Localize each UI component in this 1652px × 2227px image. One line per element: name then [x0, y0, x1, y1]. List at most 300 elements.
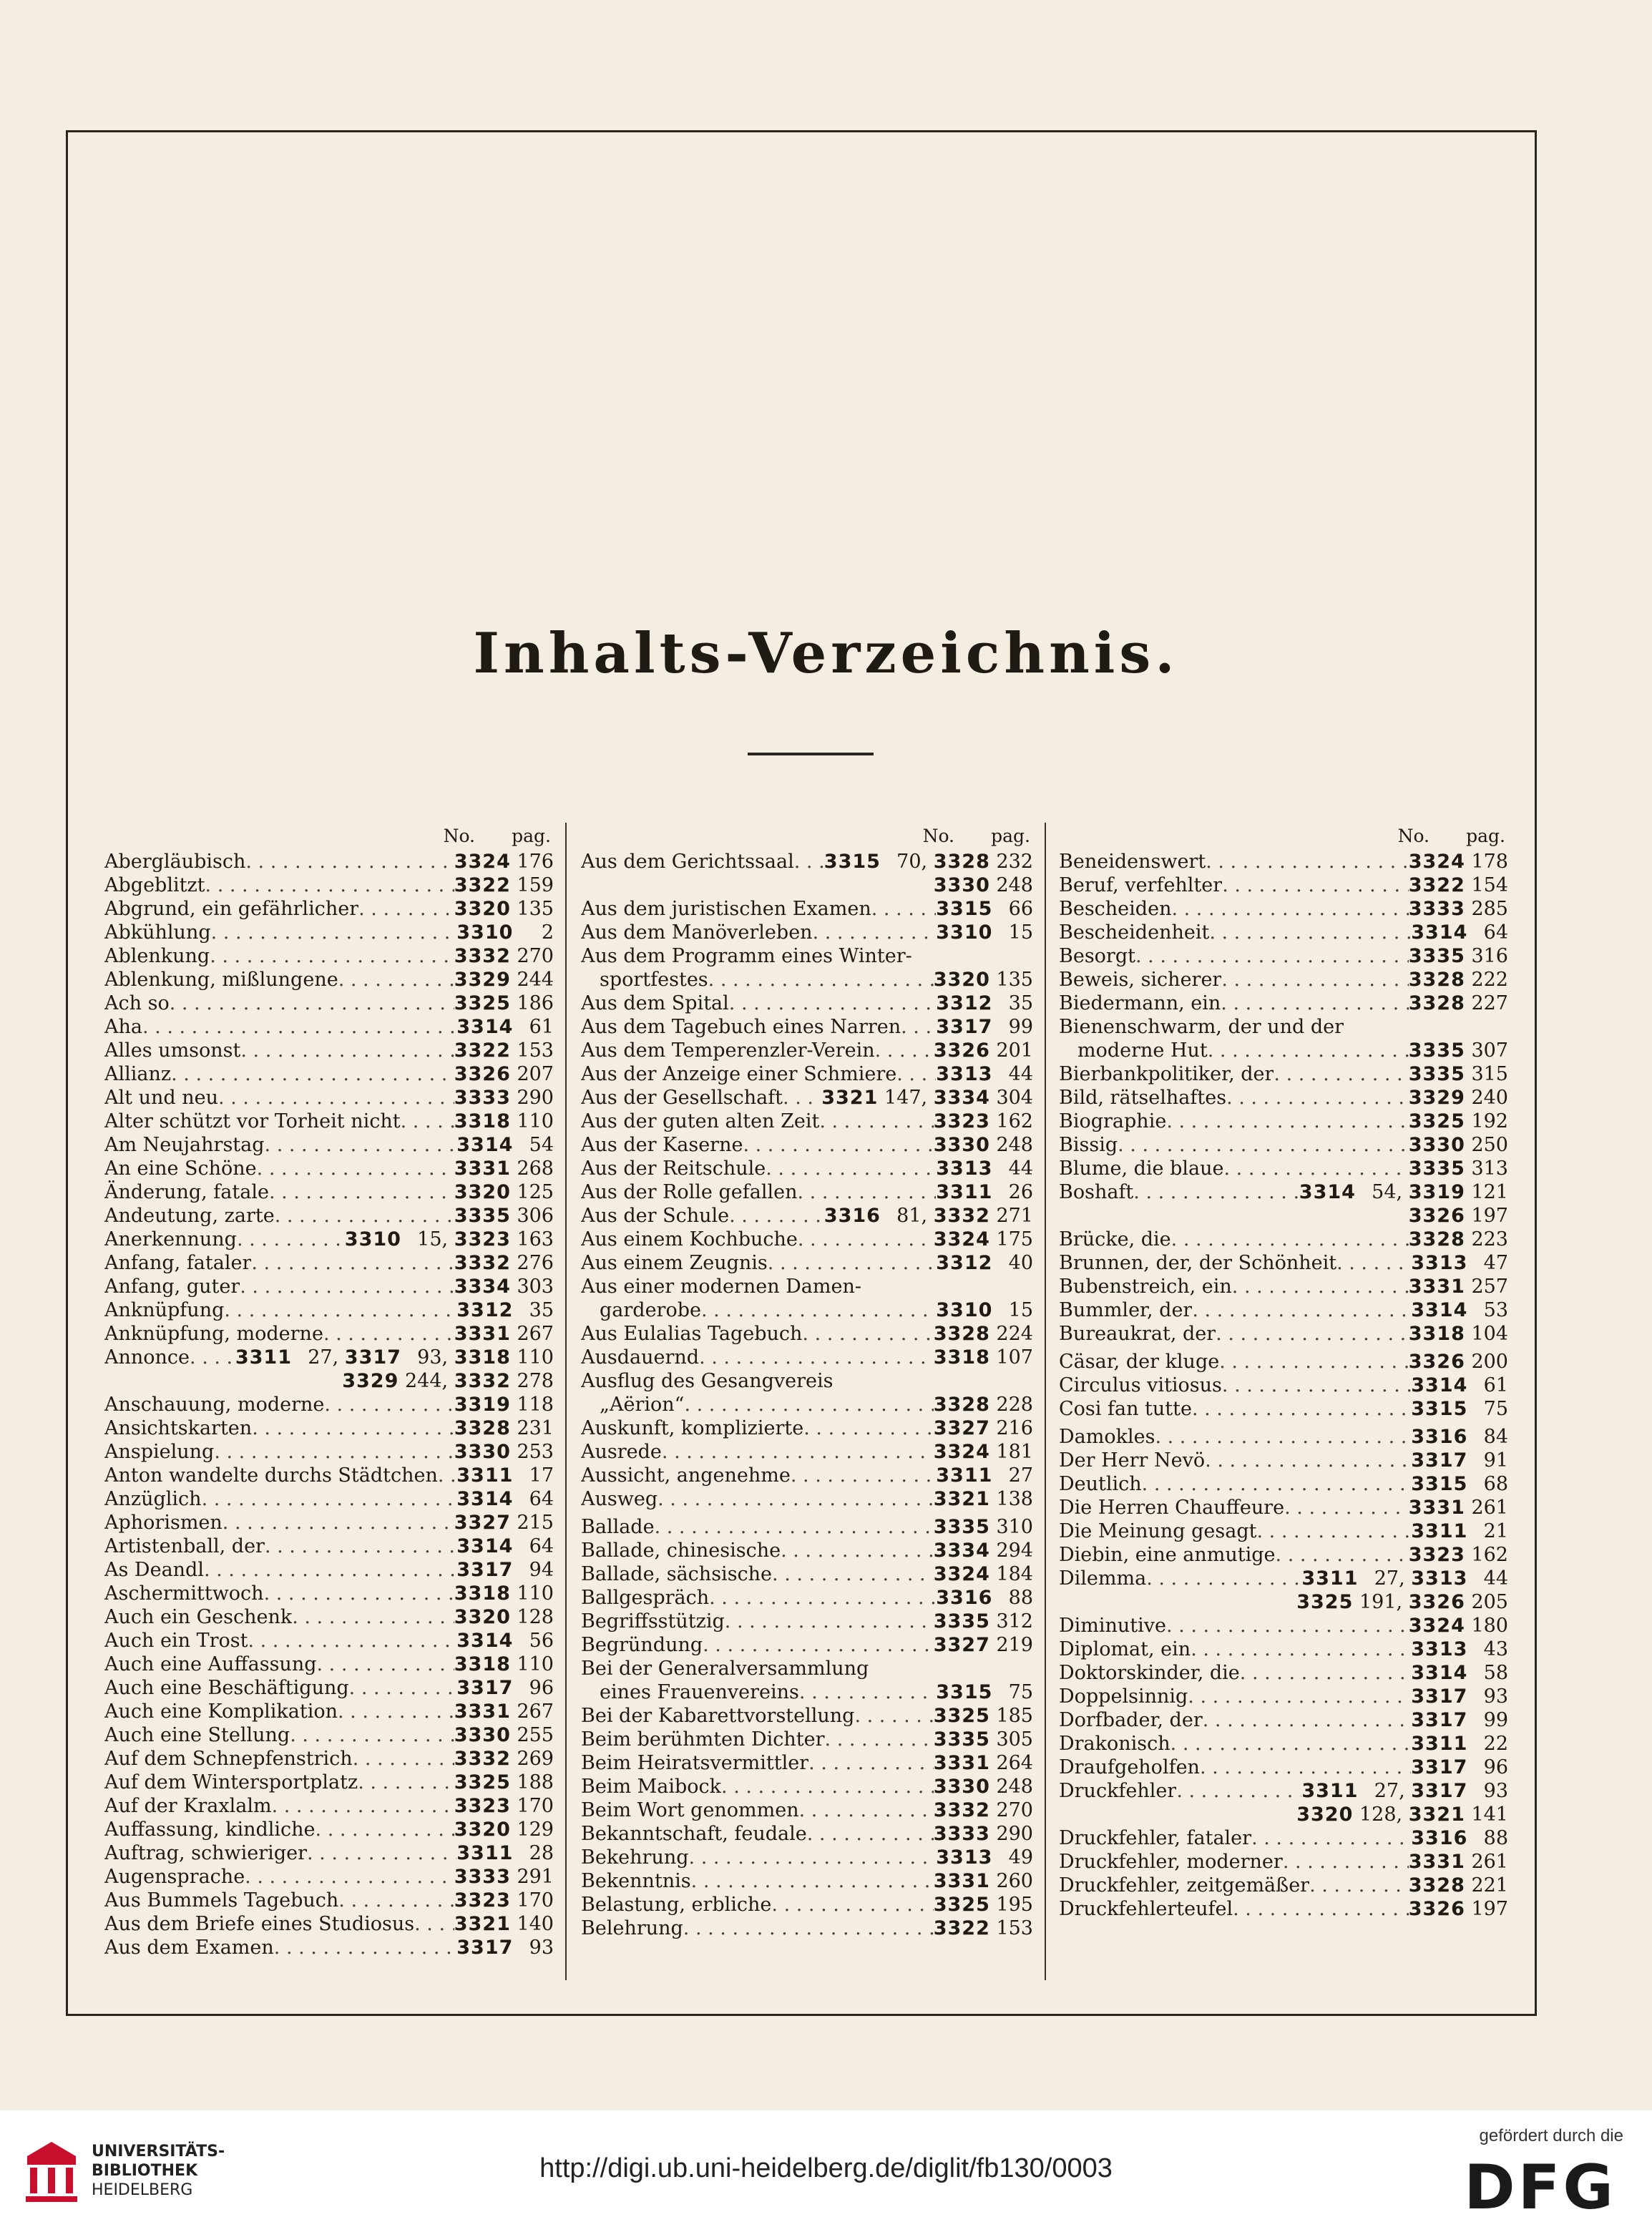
index-column-1: [104, 823, 554, 1959]
issue-number: 3328: [1408, 992, 1465, 1014]
dot-leader: [324, 1393, 454, 1416]
entry-term: Auch eine Komplikation: [104, 1700, 338, 1723]
issue-number: 3310: [456, 921, 514, 944]
dot-leader: [190, 1346, 235, 1369]
dot-leader: [1171, 897, 1408, 921]
page-number: 180: [1471, 1615, 1508, 1637]
index-entry: [104, 1771, 554, 1794]
issue-number: 3311: [456, 1464, 514, 1487]
dot-leader: [202, 1487, 457, 1511]
index-entry: [1059, 1708, 1508, 1732]
page-number: 43: [1483, 1638, 1508, 1660]
index-entry: [1059, 850, 1508, 873]
page-number: 88: [1008, 1587, 1033, 1609]
dot-leader: [349, 1676, 457, 1700]
entry-term: Bekanntschaft, feudale: [581, 1823, 807, 1845]
entry-term: Brunnen, der, der Schönheit: [1059, 1252, 1337, 1274]
index-entries: [1059, 850, 1508, 1921]
entry-refs: [934, 1798, 1033, 1822]
page-number: 219: [996, 1634, 1033, 1656]
entry-term: Anknüpfung, moderne: [104, 1323, 323, 1345]
page-number: 107: [996, 1346, 1033, 1369]
page-number: 221: [1471, 1874, 1508, 1896]
issue-number: 3334: [933, 1540, 990, 1562]
issue-number: 3326: [933, 1039, 990, 1062]
dot-leader: [1222, 1374, 1411, 1397]
entry-refs: [454, 1771, 554, 1794]
page-number: 215: [517, 1512, 554, 1534]
page-number: 159: [517, 874, 554, 896]
issue-number: 3310: [936, 1299, 993, 1321]
issue-number: 3333: [1408, 898, 1465, 920]
dot-leader: [699, 1346, 934, 1369]
issue-number: 3328: [933, 851, 990, 873]
entry-refs: [1411, 1826, 1508, 1850]
entry-refs: [934, 1228, 1033, 1251]
entry-term: garderobe: [600, 1299, 701, 1321]
dot-leader: [205, 873, 454, 897]
index-entry: [581, 1798, 1033, 1822]
entry-term: Aus dem Tagebuch eines Narren: [581, 1016, 901, 1038]
dot-leader: [1133, 1180, 1299, 1204]
entry-refs: [1409, 992, 1508, 1015]
page-number: 22: [1483, 1733, 1508, 1755]
entry-refs: [456, 921, 554, 944]
entry-term: Diminutive: [1059, 1615, 1167, 1637]
dot-leader: [807, 1822, 934, 1846]
index-entry: [104, 1865, 554, 1889]
page-number: 291: [517, 1866, 554, 1888]
entry-refs: [1409, 1157, 1508, 1180]
issue-number: 3335: [1408, 1157, 1465, 1180]
index-entry: [104, 1535, 554, 1558]
page-number: 129: [517, 1819, 554, 1841]
index-entry: [104, 1653, 554, 1676]
dot-leader: [1170, 1732, 1412, 1756]
entry-term: Diplomat, ein: [1059, 1638, 1191, 1660]
page-number: 64: [529, 1488, 554, 1510]
issue-number: 3320: [454, 1819, 511, 1841]
dot-leader: [240, 1039, 454, 1062]
dot-leader: [257, 1157, 454, 1180]
dot-leader: [683, 1917, 934, 1940]
dot-leader: [1135, 944, 1409, 968]
dot-leader: [708, 968, 934, 992]
page-number: 276: [517, 1252, 554, 1274]
entry-term: Auch eine Beschäftigung: [104, 1677, 349, 1699]
entry-refs: [1409, 1850, 1508, 1874]
dot-leader: [1206, 850, 1409, 873]
issue-number: 3312: [936, 1252, 993, 1274]
page-number: 313: [1471, 1157, 1508, 1180]
issue-number: 3328: [1408, 1228, 1465, 1250]
page-number: 270: [996, 1799, 1033, 1821]
issue-number: 3311: [1301, 1567, 1359, 1590]
entry-refs: [454, 1912, 554, 1936]
index-entry: [104, 1275, 554, 1298]
issue-number: 3314: [456, 1134, 514, 1156]
entry-term: Aus dem Gerichtssaal: [581, 851, 794, 873]
dot-leader: [252, 1416, 454, 1440]
page-number: 162: [1471, 1544, 1508, 1566]
index-entry: [1059, 1110, 1508, 1133]
index-entry: [581, 1062, 1033, 1086]
entry-refs: [934, 1322, 1033, 1346]
page-number: 44: [1483, 1567, 1508, 1590]
dot-leader: [275, 1204, 454, 1228]
index-entry: [581, 1393, 1033, 1416]
dot-leader: [1118, 1133, 1409, 1157]
entry-term: Die Meinung gesagt: [1059, 1520, 1257, 1542]
issue-number: 3323: [454, 1889, 511, 1912]
issue-number: 3317: [1411, 1685, 1468, 1708]
entry-term: Aus dem juristischen Examen: [581, 898, 871, 920]
index-entry: [581, 1917, 1033, 1940]
issue-number: 3332: [933, 1799, 990, 1821]
entry-term: Belastung, erbliche: [581, 1894, 772, 1916]
entry-term: Ballade, chinesische: [581, 1540, 781, 1562]
issue-number: 3323: [1408, 1544, 1465, 1566]
dot-leader: [901, 1015, 936, 1039]
page-number: 153: [996, 1917, 1033, 1939]
page-number: 135: [517, 898, 554, 920]
dot-leader: [808, 1751, 934, 1775]
dot-leader: [896, 1062, 936, 1086]
page-number: 186: [517, 992, 554, 1014]
index-entry: [581, 1416, 1033, 1440]
index-entry: [1059, 1204, 1508, 1228]
entry-term: Deutlich: [1059, 1473, 1142, 1495]
dot-leader: [1257, 1519, 1412, 1543]
index-entry: [1059, 1397, 1508, 1421]
index-entry: [581, 1586, 1033, 1610]
dot-leader: [689, 1846, 937, 1869]
issue-number: 3320: [454, 1606, 511, 1628]
index-entry: [581, 921, 1033, 944]
index-entry: [104, 1251, 554, 1275]
dot-leader: [802, 1322, 933, 1346]
issue-number: 3332: [454, 945, 511, 967]
entry-refs: [934, 1440, 1033, 1464]
index-entry: [1059, 1228, 1508, 1251]
index-entry: [1059, 1449, 1508, 1472]
dot-leader: [1209, 921, 1411, 944]
entry-refs: [934, 1728, 1033, 1751]
page-number: 75: [1008, 1681, 1033, 1703]
dfg-logo: DFG: [1464, 2152, 1616, 2223]
entry-term: Ablenkung, mißlungene: [104, 969, 338, 991]
entry-term: moderne Hut: [1077, 1039, 1208, 1062]
entry-refs: [1409, 1086, 1508, 1110]
page-number: 47: [1483, 1252, 1508, 1274]
index-entry: [581, 850, 1033, 873]
index-entry: [1059, 1756, 1508, 1779]
issue-number: 3314: [456, 1016, 514, 1038]
entry-term: Brücke, die: [1059, 1228, 1171, 1250]
entry-refs: [1409, 1897, 1508, 1921]
dot-leader: [797, 1180, 936, 1204]
issue-number: 3321: [821, 1087, 879, 1109]
dot-leader: [1171, 1228, 1409, 1251]
index-entry: [104, 1912, 554, 1936]
issue-number: 3311: [1301, 1780, 1359, 1802]
entry-refs: [936, 1298, 1033, 1322]
entry-term: Aus Eulalias Tagebuch: [581, 1323, 803, 1345]
page-number: 244: [517, 969, 554, 991]
index-entry: [104, 1464, 554, 1487]
dot-leader: [171, 1062, 454, 1086]
issue-number: 3324: [933, 1441, 990, 1463]
entry-refs: [1409, 850, 1508, 873]
entry-term: Aha: [104, 1016, 142, 1038]
entry-refs: 3311 27, 3317 93, 3318 110: [235, 1346, 554, 1369]
entry-term: Augensprache: [104, 1866, 245, 1888]
entry-refs: [1411, 1397, 1508, 1421]
page-number: 153: [517, 1039, 554, 1062]
issue-number: 3314: [1299, 1181, 1356, 1203]
entry-term: Aus der Kaserne: [581, 1134, 743, 1156]
issue-number: 3334: [454, 1276, 511, 1298]
issue-number: 3330: [933, 874, 990, 896]
page-number: 227: [1471, 992, 1508, 1014]
entry-refs: [934, 1416, 1033, 1440]
page-number: 64: [529, 1535, 554, 1557]
dot-leader: [272, 1794, 454, 1818]
index-entry: [581, 1086, 1033, 1110]
index-entry: [104, 1558, 554, 1582]
entry-refs: [454, 1393, 554, 1416]
page-number: 140: [517, 1913, 554, 1935]
dot-leader: [729, 992, 936, 1015]
issue-number: 3313: [1411, 1567, 1468, 1590]
entry-refs: [1409, 1496, 1508, 1519]
issue-number: 3314: [1411, 1374, 1468, 1396]
page-number: 261: [1471, 1851, 1508, 1873]
entry-term: Anknüpfung: [104, 1299, 225, 1321]
page-number: 184: [996, 1563, 1033, 1585]
page-number: 240: [1471, 1087, 1508, 1109]
issue-number: 3316: [936, 1587, 993, 1609]
issue-number: 3335: [933, 1728, 990, 1751]
library-name-line: UNIVERSITÄTS-: [92, 2143, 225, 2160]
entry-term: Bescheiden: [1059, 898, 1172, 920]
dot-leader: [725, 1610, 934, 1633]
issue-number: 3324: [454, 851, 511, 873]
entry-refs: [934, 1917, 1033, 1940]
entry-term: Aus dem Spital: [581, 992, 729, 1014]
issue-number: 3326: [1408, 1351, 1465, 1373]
entry-term: Ballade: [581, 1516, 655, 1538]
entry-term: Bierbankpolitiker, der: [1059, 1063, 1274, 1085]
dot-leader: [1216, 1322, 1409, 1346]
entry-refs: [456, 1487, 554, 1511]
index-entry: [581, 1487, 1033, 1511]
entry-refs: [1411, 1708, 1508, 1732]
page-number: 110: [517, 1110, 554, 1132]
index-entry: [1059, 968, 1508, 992]
entry-term: Druckfehler: [1059, 1780, 1177, 1802]
entry-refs: [454, 1416, 554, 1440]
entry-refs: 3329 244, 3332 278: [342, 1370, 554, 1392]
page-number: 93: [529, 1937, 554, 1959]
entry-refs: [936, 1464, 1033, 1487]
issue-number: 3329: [454, 969, 511, 991]
index-entry: [104, 1841, 554, 1865]
entry-refs: [454, 992, 554, 1015]
index-entry: [581, 1464, 1033, 1487]
issue-number: 3311: [1411, 1520, 1468, 1542]
issue-number: 3317: [1411, 1709, 1468, 1731]
index-entry: [1059, 921, 1508, 944]
page-number: 290: [517, 1087, 554, 1109]
issue-number: 3328: [933, 1323, 990, 1345]
index-entry: [1059, 1298, 1508, 1322]
dot-leader: [1232, 1275, 1409, 1298]
entry-term: Bubenstreich, ein: [1059, 1276, 1232, 1298]
dot-leader: [1251, 1826, 1411, 1850]
header-no: No.: [922, 826, 954, 846]
page-number: 27: [1008, 1464, 1033, 1487]
index-entry: [1059, 1638, 1508, 1661]
entry-refs: [1409, 1322, 1508, 1346]
page-number: 58: [1483, 1662, 1508, 1684]
entry-term: Anton wandelte durchs Städtchen: [104, 1464, 438, 1487]
page-number: 110: [517, 1653, 554, 1675]
dot-leader: [709, 1586, 936, 1610]
issue-number: 3310: [936, 921, 993, 944]
entry-term: Drakonisch: [1059, 1733, 1170, 1755]
issue-number: 3314: [456, 1488, 514, 1510]
entry-refs: [454, 1275, 554, 1298]
document-url[interactable]: http://digi.ub.uni-heidelberg.de/diglit/fb130/0003: [539, 2153, 1113, 2183]
dot-leader: [771, 1893, 933, 1917]
page-number: 271: [996, 1205, 1033, 1227]
entry-term: Aus der Reitschule: [581, 1157, 766, 1180]
dot-leader: [274, 1936, 456, 1959]
issue-number: 3318: [1408, 1323, 1465, 1345]
dot-leader: [237, 1228, 345, 1251]
page-number: 315: [1471, 1063, 1508, 1085]
index-entry: [104, 1511, 554, 1535]
index-entry: [581, 1180, 1033, 1204]
issue-number: 3330: [1408, 1134, 1465, 1156]
dot-leader: [1221, 992, 1408, 1015]
entry-term: Ausflug des Gesangvereis: [581, 1370, 834, 1392]
issue-number: 3329: [1408, 1087, 1465, 1109]
issue-number: 3323: [933, 1110, 990, 1132]
dot-leader: [794, 850, 824, 873]
page-number: 294: [996, 1540, 1033, 1562]
entry-refs: 3316 81, 3332 271: [823, 1205, 1033, 1227]
entry-term: Auf dem Wintersportplatz: [104, 1771, 358, 1793]
index-entry: [1059, 1062, 1508, 1086]
entry-term: Aus dem Briefe eines Studiosus: [104, 1913, 415, 1935]
dot-leader: [1203, 1708, 1412, 1732]
entry-term: Auch eine Auffassung: [104, 1653, 317, 1675]
entry-term: Begründung: [581, 1634, 703, 1656]
page-number: 125: [517, 1181, 554, 1203]
entry-refs: [1411, 1472, 1508, 1496]
issue-number: 3335: [1408, 945, 1465, 967]
entry-term: Änderung, fatale: [104, 1181, 269, 1203]
entry-term: Aus dem Temperenzler-Verein: [581, 1039, 875, 1062]
index-entry: [581, 1275, 1033, 1298]
issue-number: 3313: [1411, 1252, 1468, 1274]
entry-term: Beweis, sicherer: [1059, 969, 1222, 991]
column-header: [104, 823, 554, 850]
index-entry: [104, 1794, 554, 1818]
entry-refs: [934, 1869, 1033, 1893]
entry-refs: [1409, 1275, 1508, 1298]
entry-term: Bissig: [1059, 1134, 1118, 1156]
page-number: 64: [1483, 921, 1508, 944]
entry-term: Ansichtskarten: [104, 1417, 253, 1439]
dot-leader: [438, 1464, 456, 1487]
dot-leader: [703, 1633, 934, 1657]
index-entry: [581, 1157, 1033, 1180]
issue-number: 3331: [1408, 1851, 1465, 1873]
issue-number: 3323: [454, 1795, 511, 1817]
index-entries: [581, 850, 1033, 1940]
page-number: 135: [996, 969, 1033, 991]
issue-number: 3313: [936, 1063, 993, 1085]
entry-term: Biographie: [1059, 1110, 1167, 1132]
entry-refs: [456, 1676, 554, 1700]
index-entry: [1059, 944, 1508, 968]
index-entry: [581, 1704, 1033, 1728]
index-entry: [1059, 1015, 1508, 1039]
issue-number: 3320: [933, 969, 990, 991]
page-number: 99: [1008, 1016, 1033, 1038]
entry-refs: [456, 1841, 554, 1865]
header-no: No.: [1397, 826, 1429, 846]
index-entry: [104, 1747, 554, 1771]
dot-leader: [781, 1539, 934, 1562]
entry-term: Bureaukrat, der: [1059, 1323, 1216, 1345]
dot-leader: [766, 1157, 936, 1180]
dot-leader: [791, 1464, 936, 1487]
index-entry: [581, 873, 1033, 897]
page-number: 53: [1483, 1299, 1508, 1321]
dot-leader: [240, 1275, 454, 1298]
entry-term: „Aërion“: [600, 1394, 685, 1416]
dot-leader: [214, 1440, 454, 1464]
issue-number: 3325: [454, 1771, 511, 1793]
page-number: 255: [517, 1724, 554, 1746]
page-number: 310: [996, 1516, 1033, 1538]
column-header: [581, 823, 1033, 850]
page-number: 138: [996, 1488, 1033, 1510]
index-entry: [104, 1062, 554, 1086]
page-number: 27: [1374, 1567, 1399, 1590]
entry-refs: [454, 1157, 554, 1180]
entry-term: sportfestes: [600, 969, 708, 991]
entry-refs: [1411, 1449, 1508, 1472]
issue-number: 3315: [1411, 1398, 1468, 1420]
entry-refs: [1409, 1204, 1508, 1228]
entry-refs: [456, 1133, 554, 1157]
entry-refs: [454, 1818, 554, 1841]
dot-leader: [323, 1322, 454, 1346]
index-entry: [1059, 1543, 1508, 1567]
issue-number: 3329: [342, 1370, 399, 1392]
issue-number: 3318: [454, 1653, 511, 1675]
index-entry: [1059, 897, 1508, 921]
page-number: 232: [996, 851, 1033, 873]
index-entry: [581, 1610, 1033, 1633]
issue-number: 3324: [1408, 1615, 1465, 1637]
page-number: 56: [529, 1630, 554, 1652]
